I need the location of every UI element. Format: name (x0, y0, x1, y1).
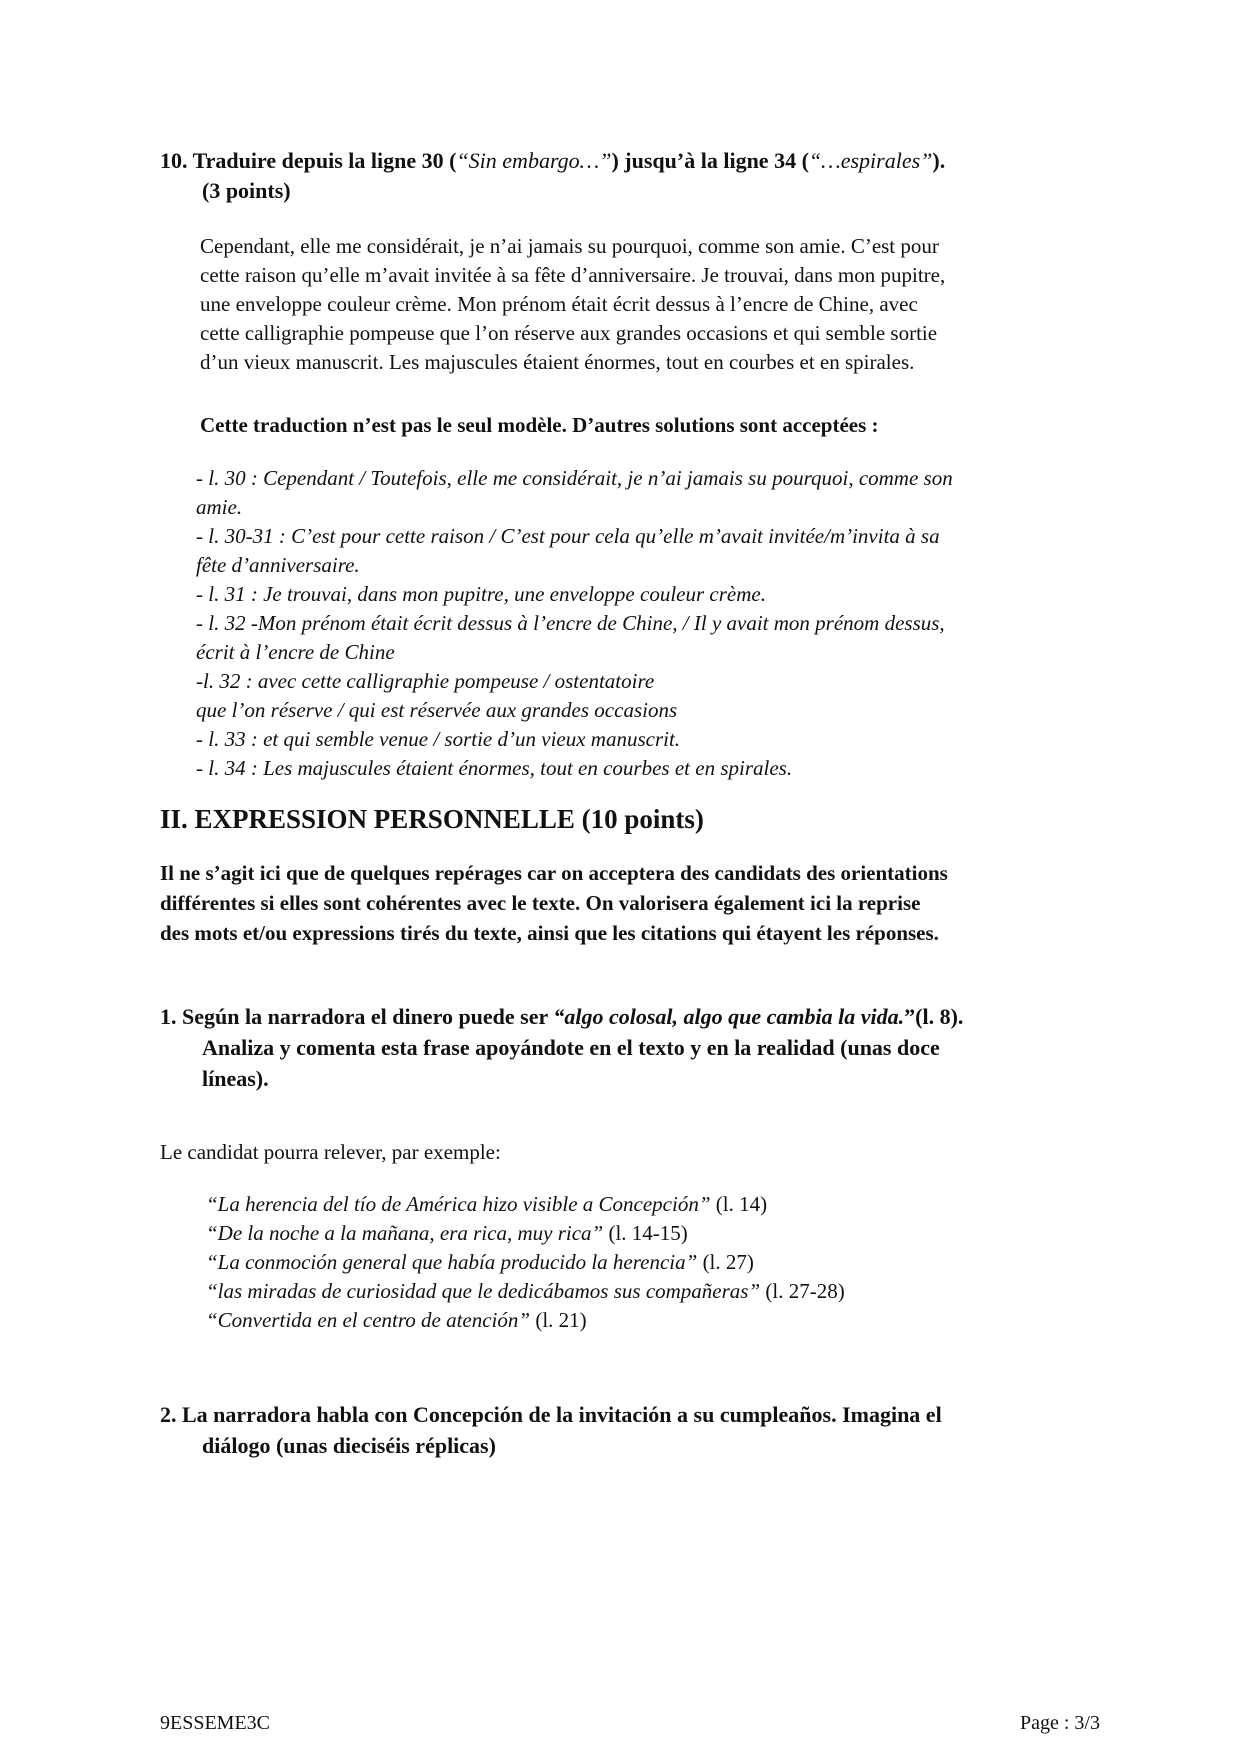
question-2-line-1 (160, 1400, 1110, 1430)
question-1-line-3: líneas). (202, 1066, 269, 1091)
question-10-title-part-a: Traduire depuis la ligne 30 ( (192, 148, 457, 173)
question-10-number: 10. (160, 148, 188, 173)
translation-note: Cette traduction n’est pas le seul modèle. D’autres solutions sont acceptées : (200, 413, 879, 437)
citation-item (206, 1219, 845, 1248)
question-1-line-1 (160, 1002, 1110, 1032)
citations-list (206, 1190, 845, 1335)
citation-item (206, 1277, 845, 1306)
footer-page-number: Page : 3/3 (1020, 1712, 1100, 1734)
question-10-title-part-c: ). (932, 148, 946, 173)
citation-quote: “La conmoción general que había producido la herencia” (206, 1250, 698, 1274)
question-2-text: La narradora habla con Concepción de la invitación a su cumpleaños. Imagina el (182, 1402, 942, 1427)
citation-quote: “las miradas de curiosidad que le dedicábamos sus compañeras” (206, 1279, 761, 1303)
candidate-intro: Le candidat pourra relever, par exemple: (160, 1140, 501, 1164)
citation-quote: “La herencia del tío de América hizo visible a Concepción” (206, 1192, 711, 1216)
question-10-title-part-b: ) jusqu’à la ligne 34 ( (611, 148, 809, 173)
citation-item (206, 1248, 845, 1277)
alternatives-list (196, 464, 1106, 783)
question-10-points: (3 points) (202, 178, 291, 203)
alternative-line: - l. 30-31 : C’est pour cette raison / C’est pour cela qu’elle m’avait invitée/m’invita à sa (196, 524, 940, 548)
question-10-title (160, 146, 1100, 176)
citation-ref: (l. 27) (697, 1250, 754, 1274)
citation-quote: “De la noche a la mañana, era rica, muy rica” (206, 1221, 604, 1245)
citation-item (206, 1306, 845, 1335)
section-intro-line: différentes si elles sont cohérentes avec le texte. On valorisera également ici la reprise (160, 891, 921, 915)
section-intro (160, 858, 1100, 948)
alternative-line: - l. 32 -Mon prénom était écrit dessus à l’encre de Chine, / Il y avait mon prénom dessus, (196, 611, 945, 635)
citation-quote: “Convertida en el centro de atención” (206, 1308, 531, 1332)
question-10-quote-end: “…espirales” (808, 148, 933, 173)
alternative-line: - l. 30 : Cependant / Toutefois, elle me considérait, je n’ai jamais su pourquoi, comme son (196, 466, 953, 490)
question-10-quote-start: “Sin embargo…” (456, 148, 612, 173)
question-1-line-2: Analiza y comenta esta frase apoyándote en el texto y en la realidad (unas doce (202, 1035, 940, 1060)
alternative-line: -l. 32 : avec cette calligraphie pompeuse / ostentatoire (196, 669, 655, 693)
question-1-number: 1. (160, 1004, 177, 1029)
alternative-line: fête d’anniversaire. (196, 553, 360, 577)
question-2-line-2: diálogo (unas dieciséis réplicas) (202, 1433, 496, 1458)
alternative-line: - l. 33 : et qui semble venue / sortie d’un vieux manuscrit. (196, 727, 681, 751)
translation-line: Cependant, elle me considérait, je n’ai jamais su pourquoi, comme son amie. C’est pour (200, 234, 939, 258)
question-1-text: Según la narradora el dinero puede ser (182, 1004, 554, 1029)
citation-item (206, 1190, 845, 1219)
alternative-line: - l. 34 : Les majuscules étaient énormes, tout en courbes et en spirales. (196, 756, 793, 780)
footer-code: 9ESSEME3C (160, 1712, 271, 1734)
alternative-line: que l’on réserve / qui est réservée aux grandes occasions (196, 698, 678, 722)
translation-line: cette calligraphie pompeuse que l’on réserve aux grandes occasions et qui semble sortie (200, 321, 938, 345)
translation-line: d’un vieux manuscrit. Les majuscules étaient énormes, tout en courbes et en spirales. (200, 350, 915, 374)
translation-paragraph (200, 232, 1100, 377)
citation-ref: (l. 14-15) (603, 1221, 688, 1245)
section-intro-line: Il ne s’agit ici que de quelques repérages car on acceptera des candidats des orientations (160, 861, 948, 885)
question-1-ref: ”(l. 8). (904, 1004, 964, 1029)
alternative-line: amie. (196, 495, 243, 519)
question-1-quote: “algo colosal, algo que cambia la vida. (553, 1004, 905, 1029)
translation-line: une enveloppe couleur crème. Mon prénom était écrit dessus à l’encre de Chine, avec (200, 292, 918, 316)
alternative-line: - l. 31 : Je trouvai, dans mon pupitre, une enveloppe couleur crème. (196, 582, 766, 606)
citation-ref: (l. 21) (530, 1308, 587, 1332)
alternative-line: écrit à l’encre de Chine (196, 640, 395, 664)
citation-ref: (l. 27-28) (760, 1279, 845, 1303)
translation-line: cette raison qu’elle m’avait invitée à sa fête d’anniversaire. Je trouvai, dans mon pupitre, (200, 263, 946, 287)
section-heading: II. EXPRESSION PERSONNELLE (10 points) (160, 804, 704, 834)
question-2-number: 2. (160, 1402, 177, 1427)
section-intro-line: des mots et/ou expressions tirés du texte, ainsi que les citations qui étayent les réponses. (160, 921, 939, 945)
citation-ref: (l. 14) (710, 1192, 768, 1216)
